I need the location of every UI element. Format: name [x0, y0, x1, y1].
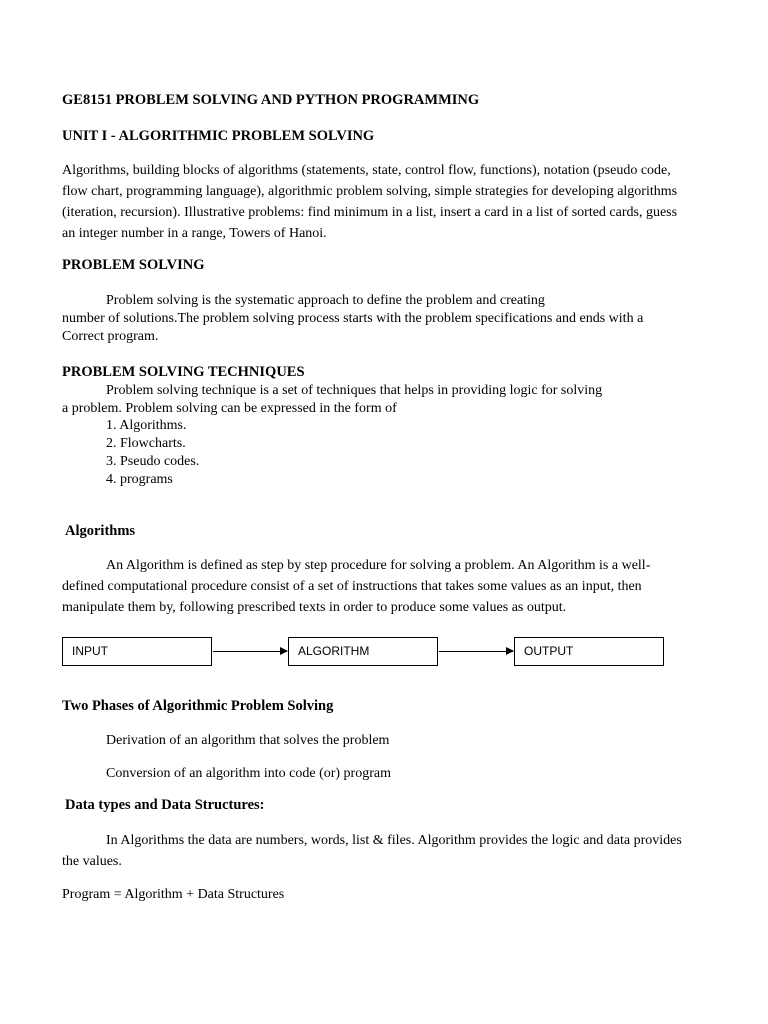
text-line: number of solutions.The problem solving process starts with the problem specifications and ends with a	[62, 311, 644, 326]
output-box: OUTPUT	[514, 637, 664, 666]
phase-item: Derivation of an algorithm that solves the problem	[106, 733, 390, 748]
text-line: An Algorithm is defined as step by step procedure for solving a problem. An Algorithm is a well-	[106, 558, 651, 573]
list-item: 3. Pseudo codes.	[106, 454, 200, 469]
text-line: In Algorithms the data are numbers, words, list & files. Algorithm provides the logic and data provides	[106, 833, 682, 848]
text-line: Problem solving technique is a set of techniques that helps in providing logic for solving	[106, 383, 603, 398]
input-box: INPUT	[62, 637, 212, 666]
unit-title: UNIT I - ALGORITHMIC PROBLEM SOLVING	[62, 128, 375, 144]
list-item: 1. Algorithms.	[106, 418, 187, 433]
text-line: flow chart, programming language), algorithmic problem solving, simple strategies for developing algorithms	[62, 184, 678, 199]
text-line: (iteration, recursion). Illustrative problems: find minimum in a list, insert a card in a list of sorted cards, guess	[62, 205, 678, 220]
phase-item: Conversion of an algorithm into code (or) program	[106, 766, 391, 781]
text-line: a problem. Problem solving can be expressed in the form of	[62, 401, 397, 416]
algorithm-box: ALGORITHM	[288, 637, 438, 666]
techniques-heading: PROBLEM SOLVING TECHNIQUES	[62, 364, 305, 380]
arrow-right-icon	[213, 651, 287, 652]
phases-heading: Two Phases of Algorithmic Problem Solving	[62, 698, 334, 714]
arrow-right-icon	[439, 651, 513, 652]
text-line: Algorithms, building blocks of algorithms (statements, state, control flow, functions), notation (pseudo code,	[62, 163, 671, 178]
text-line: an integer number in a range, Towers of Hanoi.	[62, 226, 327, 241]
list-item: 4. programs	[106, 472, 173, 487]
program-equation: Program = Algorithm + Data Structures	[62, 887, 285, 902]
text-line: manipulate them by, following prescribed texts in order to produce some values as output.	[62, 600, 567, 615]
text-line: Problem solving is the systematic approach to define the problem and creating	[106, 293, 545, 308]
course-title: GE8151 PROBLEM SOLVING AND PYTHON PROGRAMMING	[62, 92, 480, 108]
text-line: defined computational procedure consist of a set of instructions that takes some values as an input, then	[62, 579, 642, 594]
list-item: 2. Flowcharts.	[106, 436, 186, 451]
text-line: the values.	[62, 854, 122, 869]
text-line: Correct program.	[62, 329, 159, 344]
data-types-heading: Data types and Data Structures:	[65, 797, 265, 813]
problem-solving-heading: PROBLEM SOLVING	[62, 257, 205, 273]
algorithms-heading: Algorithms	[65, 523, 136, 539]
